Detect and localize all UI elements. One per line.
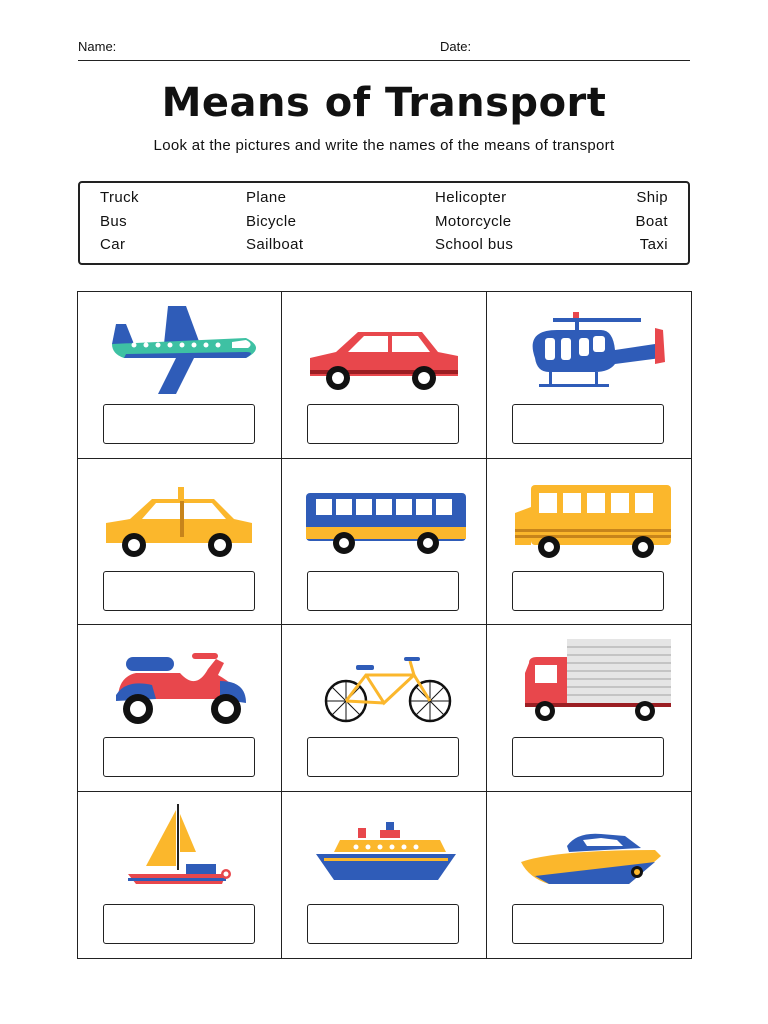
instructions: Look at the pictures and write the names of the means of transport <box>153 137 615 154</box>
picture-cell <box>487 292 691 459</box>
taxi-icon <box>96 467 264 567</box>
answer-box[interactable] <box>307 904 459 944</box>
picture-cell <box>282 459 486 626</box>
helicopter-icon <box>505 300 673 400</box>
word-bank-item: Bus <box>100 213 128 230</box>
word-bank-item: Motorcycle <box>435 213 512 230</box>
picture-cell <box>487 792 691 959</box>
picture-cell <box>487 625 691 792</box>
picture-cell <box>487 459 691 626</box>
word-bank-item: School bus <box>435 236 514 253</box>
car-icon <box>300 300 468 400</box>
answer-box[interactable] <box>512 404 664 444</box>
name-label: Name: <box>78 39 117 54</box>
answer-box[interactable] <box>103 571 255 611</box>
picture-grid <box>77 291 692 959</box>
picture-cell <box>78 792 282 959</box>
picture-cell <box>282 292 486 459</box>
word-bank <box>78 181 690 265</box>
ship-icon <box>300 800 468 900</box>
answer-box[interactable] <box>512 571 664 611</box>
bus-icon <box>300 467 468 567</box>
airplane-icon <box>96 300 264 400</box>
answer-box[interactable] <box>103 737 255 777</box>
word-bank-item: Ship <box>636 189 668 206</box>
answer-box[interactable] <box>103 904 255 944</box>
answer-box[interactable] <box>512 737 664 777</box>
answer-box[interactable] <box>307 737 459 777</box>
word-bank-item: Helicopter <box>435 189 507 206</box>
answer-box[interactable] <box>512 904 664 944</box>
name-date-line[interactable] <box>78 60 690 61</box>
date-label: Date: <box>440 39 472 54</box>
answer-box[interactable] <box>307 571 459 611</box>
motorcycle-icon <box>96 633 264 733</box>
picture-cell <box>78 292 282 459</box>
word-bank-item: Bicycle <box>246 213 297 230</box>
picture-cell <box>78 625 282 792</box>
word-bank-item: Truck <box>100 189 139 206</box>
boat-icon <box>505 800 673 900</box>
word-bank-item: Boat <box>635 213 668 230</box>
word-bank-item: Plane <box>246 189 287 206</box>
page-title: Means of Transport <box>161 80 607 126</box>
picture-cell <box>78 459 282 626</box>
truck-icon <box>505 633 673 733</box>
sailboat-icon <box>96 800 264 900</box>
answer-box[interactable] <box>103 404 255 444</box>
word-bank-item: Taxi <box>639 236 668 253</box>
picture-cell <box>282 625 486 792</box>
word-bank-item: Car <box>100 236 126 253</box>
bicycle-icon <box>300 633 468 733</box>
school-bus-icon <box>505 467 673 567</box>
word-bank-item: Sailboat <box>246 236 304 253</box>
picture-cell <box>282 792 486 959</box>
answer-box[interactable] <box>307 404 459 444</box>
